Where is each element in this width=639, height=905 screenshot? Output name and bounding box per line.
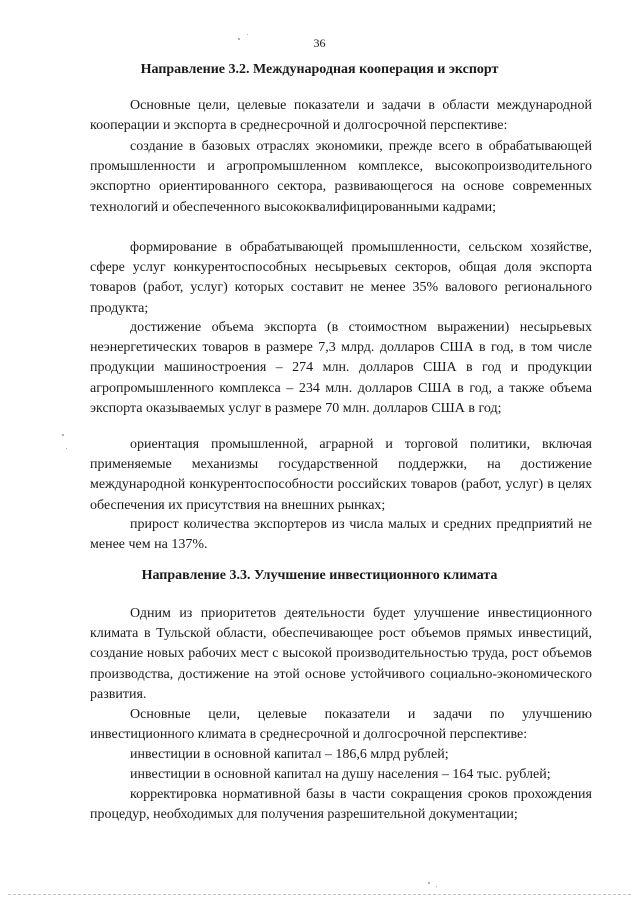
paragraph-intro-investment: Основные цели, целевые показатели и задачи по улучшению инвестиционного климата в среднесрочной и долгосрочной перспективе: xyxy=(90,707,592,743)
scan-speck xyxy=(66,448,67,449)
page-number: 36 xyxy=(313,36,326,50)
paragraph-policy-orientation: ориентация промышленной, аграрной и торговой политики, включая применяемые механизмы государственной поддержки, на достижение международной конкурентоспособности российских товаров (работ, услуг) в целях обеспечения их присутствия на внешних рынках; xyxy=(90,437,592,513)
scan-edge-line xyxy=(8,894,631,895)
paragraph-fixed-capital: инвестиции в основной капитал – 186,6 млрд рублей; xyxy=(130,747,449,762)
paragraph-exporters-growth: прирост количества экспортеров из числа малых и средних предприятий не менее чем на 137%. xyxy=(90,517,592,553)
paragraph-export-volume: достижение объема экспорта (в стоимостном выражении) несырьевых неэнергетических товаров в размере 7,3 млрд. долларов США в год, в том числе продукции машиностроения – 274 млн. долларов США в год и продукции агропромышленного комплекса – 234 млн. долларов США в год, а также объема экспорта оказываемых услуг в размере 70 млн. долларов США в год; xyxy=(90,320,592,416)
paragraph-investment-priority: Одним из приоритетов деятельности будет улучшение инвестиционного климата в Тульской области, обеспечивающее рост объемов прямых инвестиций, создание новых рабочих мест с высокой производительностью труда, рост объемов производства, достижение на этой основе устойчивого социально-экономического развития. xyxy=(90,606,592,702)
paragraph-intro-export: Основные цели, целевые показатели и задачи в области международной кооперации и экспорта в среднесрочной и долгосрочной перспективе: xyxy=(90,98,592,134)
scan-speck xyxy=(436,886,437,887)
section-heading-3-3: Направление 3.3. Улучшение инвестиционного климата xyxy=(141,568,498,583)
paragraph-formation-sectors: формирование в обрабатывающей промышленности, сельском хозяйстве, сфере услуг конкурентоспособных несырьевых секторов, общая доля экспорта товаров (работ, услуг) которых составит не менее 35% валового регионального продукта; xyxy=(90,240,592,316)
paragraph-capital-per-capita: инвестиции в основной капитал на душу населения – 164 тыс. рублей; xyxy=(130,767,551,782)
scan-speck xyxy=(62,434,64,436)
scan-speck xyxy=(428,882,430,884)
scan-speck xyxy=(247,34,248,35)
section-heading-3-2: Направление 3.2. Международная кооперация и экспорт xyxy=(140,62,499,77)
paragraph-regulatory-base: корректировка нормативной базы в части сокращения сроков прохождения процедур, необходимых для получения разрешительной документации; xyxy=(90,787,592,823)
scan-speck xyxy=(238,38,240,40)
paragraph-creation-sector: создание в базовых отраслях экономики, прежде всего в обрабатывающей промышленности и агропромышленном комплексе, высокопроизводительного экспортно ориентированного сектора, развивающегося на основе современных технологий и обеспеченного высококвалифицированными кадрами; xyxy=(90,139,592,215)
